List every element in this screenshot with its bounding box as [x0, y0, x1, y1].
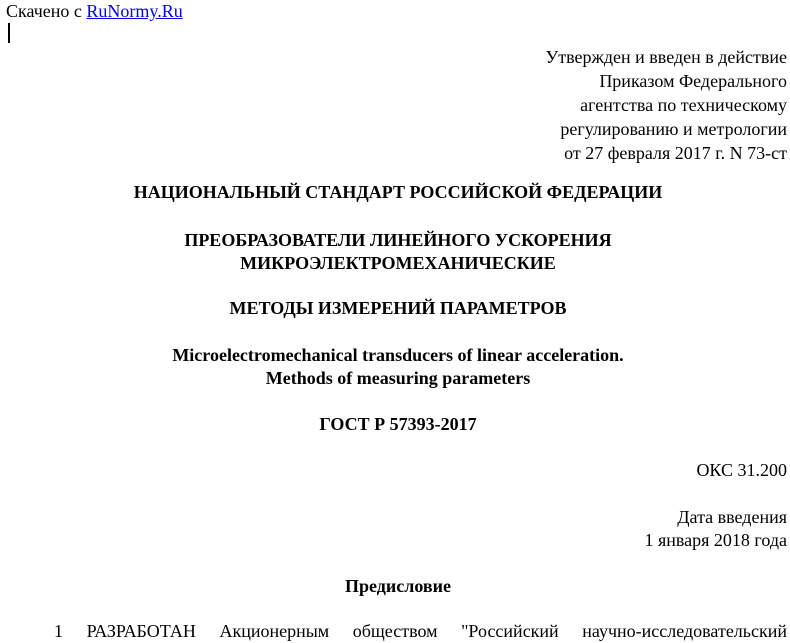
- english-title-line-1: Microelectromechanical transducers of linear acceleration.: [172, 345, 624, 365]
- oks-code: ОКС 31.200: [696, 460, 787, 480]
- approval-line-5: от 27 февраля 2017 г. N 73-ст: [564, 143, 787, 163]
- foreword-paragraph-1: 1 РАЗРАБОТАН Акционерным обществом "Российский научно-исследовательский: [54, 621, 787, 641]
- gost-number: ГОСТ Р 57393-2017: [319, 414, 477, 434]
- english-title-line-2: Methods of measuring parameters: [265, 368, 531, 388]
- text-cursor: [8, 23, 10, 43]
- approval-line-4: регулированию и метрологии: [560, 119, 787, 139]
- approval-line-3: агентства по техническому: [580, 95, 787, 115]
- standard-type-heading: НАЦИОНАЛЬНЫЙ СТАНДАРТ РОССИЙСКОЙ ФЕДЕРАЦИИ: [133, 182, 663, 202]
- foreword-heading: Предисловие: [345, 576, 451, 596]
- approval-block: [545, 45, 787, 165]
- download-note-prefix: Скачено с: [6, 1, 82, 21]
- approval-line-2: Приказом Федерального: [599, 71, 787, 91]
- download-note: [6, 0, 183, 23]
- standard-name-line-2: МИКРОЭЛЕКТРОМЕХАНИЧЕСКИЕ: [240, 253, 556, 273]
- intro-date-label: Дата введения: [677, 507, 787, 527]
- approval-line-1: Утвержден и введен в действие: [545, 47, 787, 67]
- runormy-link[interactable]: RuNormy.Ru: [86, 1, 183, 21]
- standard-name-line-1: ПРЕОБРАЗОВАТЕЛИ ЛИНЕЙНОГО УСКОРЕНИЯ: [184, 230, 612, 250]
- standard-subtitle: МЕТОДЫ ИЗМЕРЕНИЙ ПАРАМЕТРОВ: [229, 298, 567, 318]
- intro-date-value: 1 января 2018 года: [644, 530, 787, 550]
